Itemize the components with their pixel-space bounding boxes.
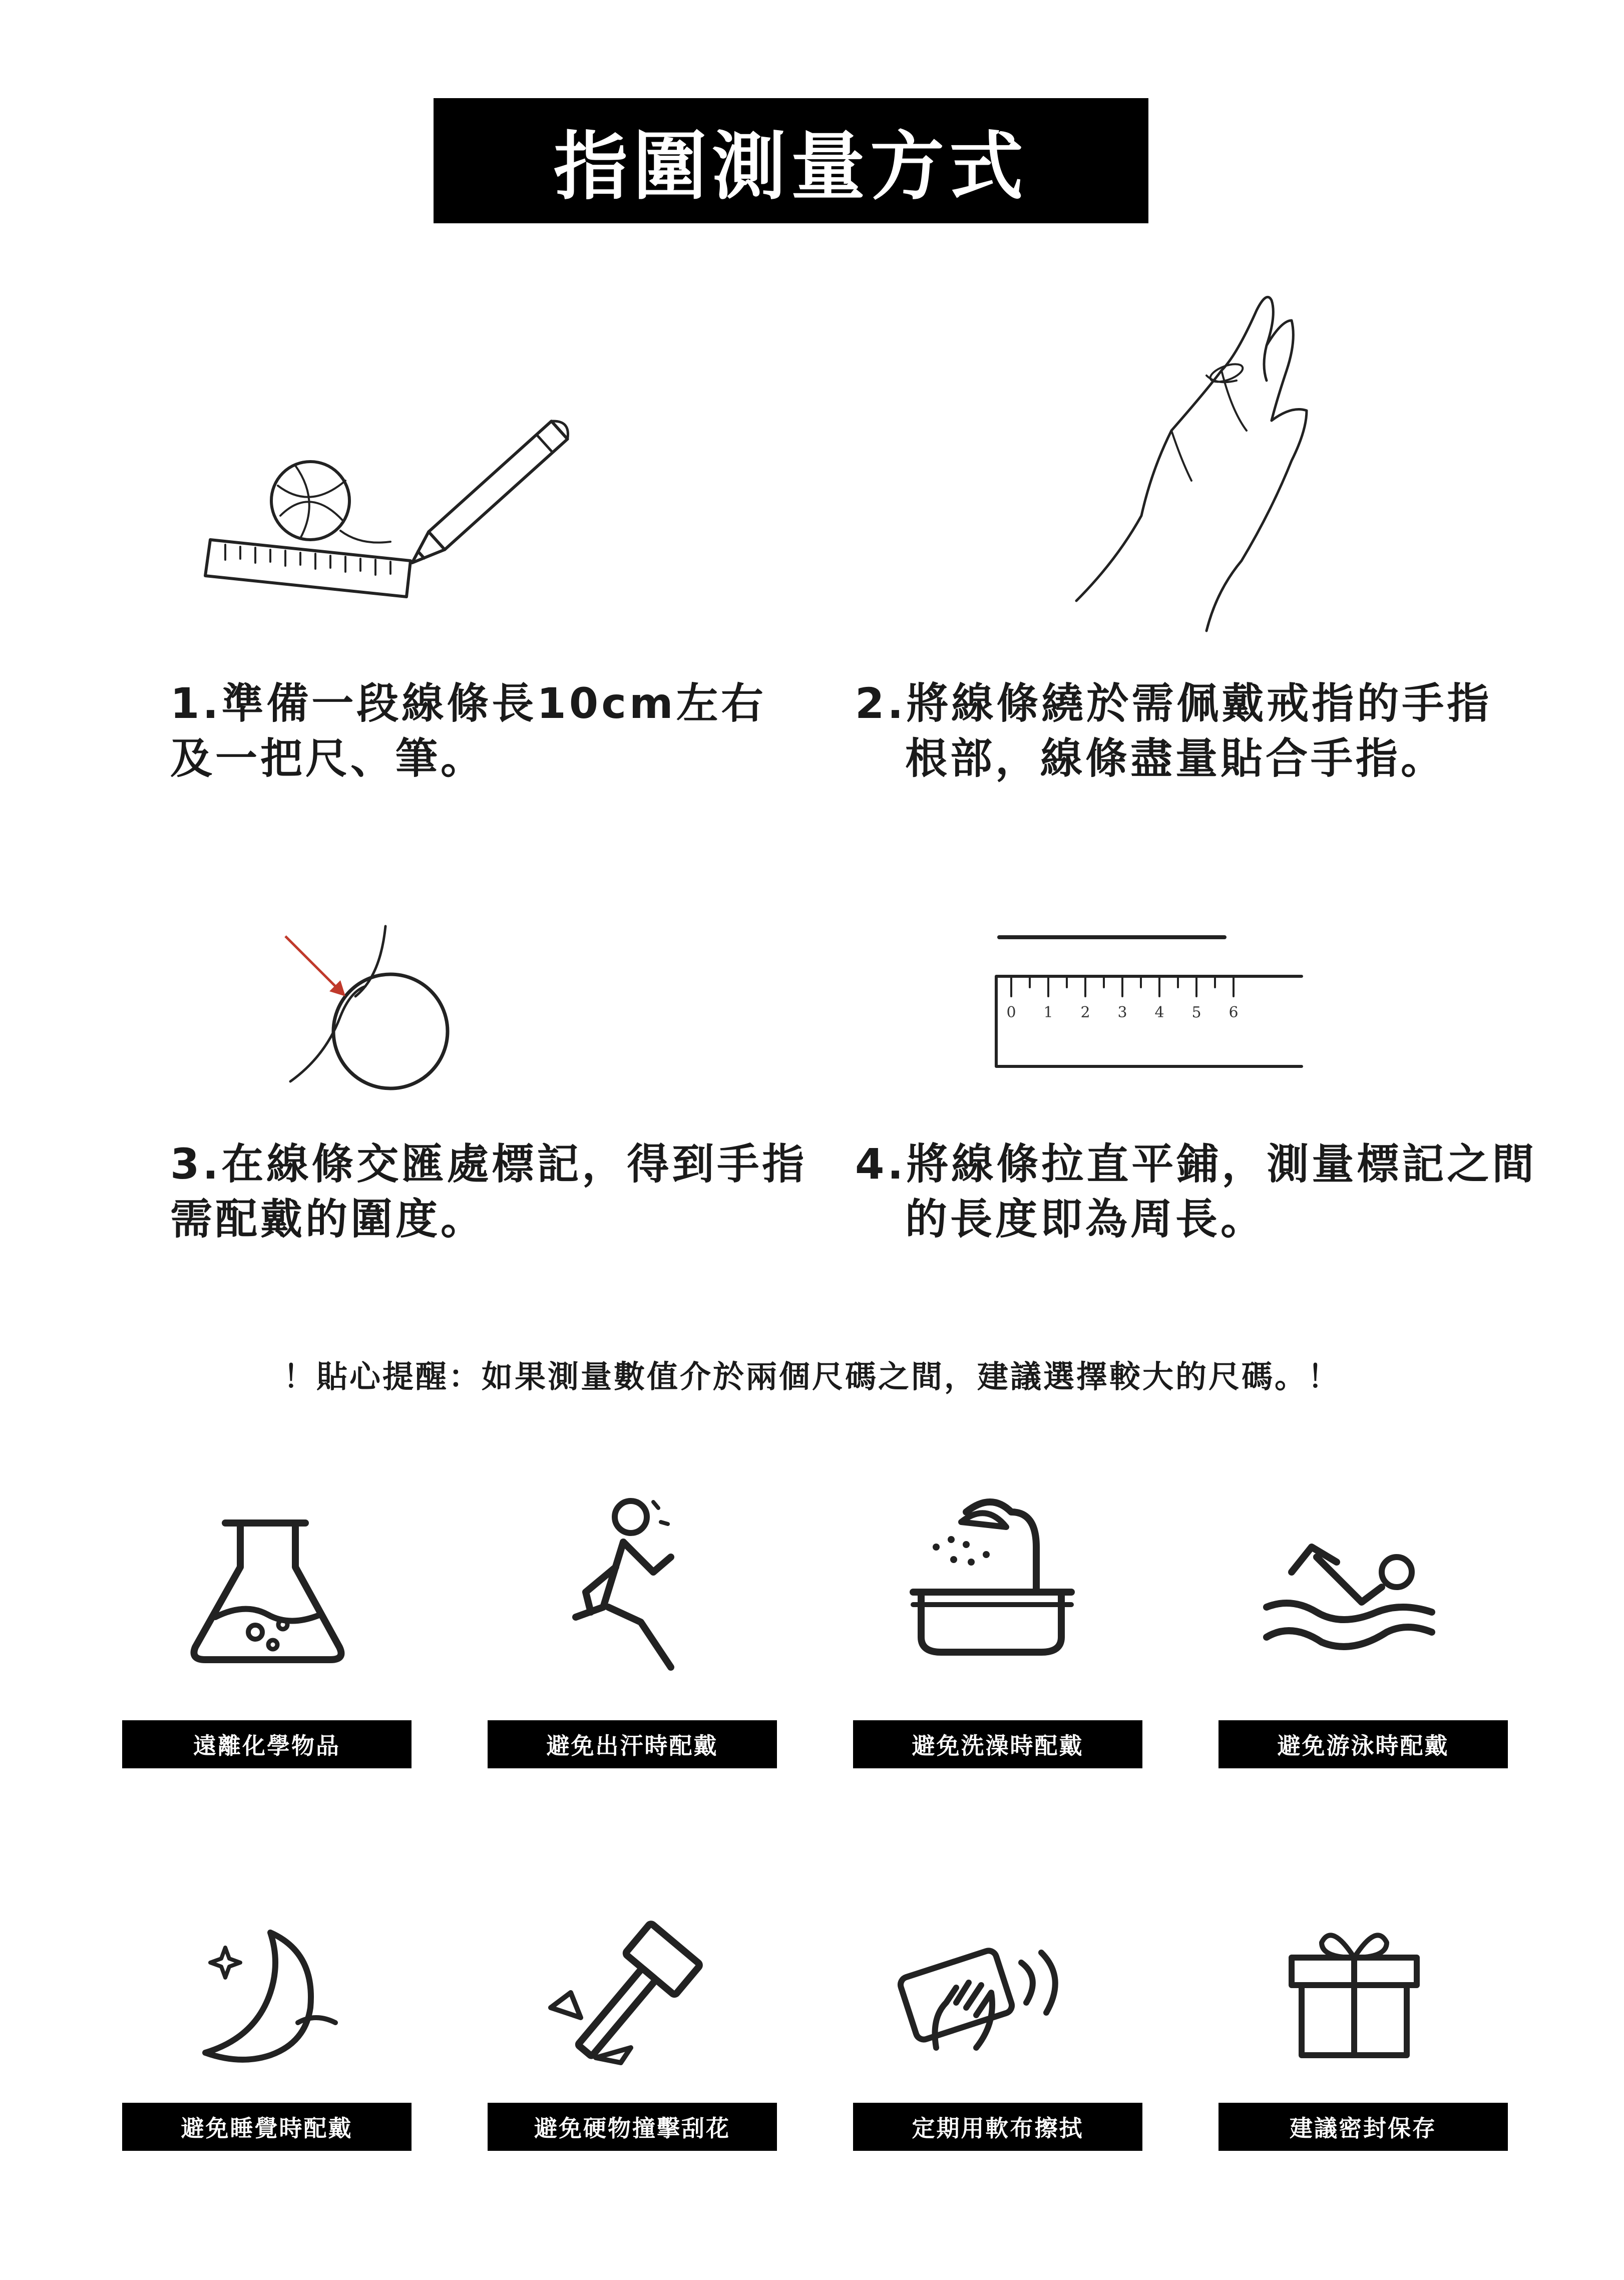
- ruler-tick-label: 5: [1191, 1004, 1201, 1021]
- care-label-1: 遠離化學物品: [122, 1720, 412, 1768]
- care-label-2: 避免出汗時配戴: [488, 1720, 777, 1768]
- step-4-line-1: 4.將線條拉直平鋪，測量標記之間: [855, 1139, 1537, 1189]
- ruler-tick-label: 2: [1080, 1004, 1090, 1021]
- ruler-tick-label: 6: [1229, 1004, 1239, 1021]
- running-person-icon: [566, 1492, 696, 1672]
- care-label-7: 定期用軟布擦拭: [853, 2103, 1142, 2151]
- red-arrow-icon: [285, 936, 340, 991]
- flask-icon: [185, 1517, 350, 1667]
- swimmer-icon: [1262, 1542, 1442, 1662]
- step-4-line-2: 的長度即為周長。: [905, 1195, 1266, 1244]
- care-label-3: 避免洗澡時配戴: [853, 1720, 1142, 1768]
- hammer-icon: [546, 1923, 726, 2073]
- step-3-text: [170, 1136, 807, 1247]
- title-banner: [434, 98, 1148, 223]
- care-label-6: 避免硬物撞擊刮花: [488, 2103, 777, 2151]
- bathtub-shower-icon: [906, 1492, 1076, 1672]
- step-4-text: [855, 1136, 1537, 1247]
- yarn-ruler-pencil-icon: [190, 411, 571, 611]
- step-2-line-2: 根部，線條盡量貼合手指。: [905, 734, 1446, 783]
- step-2-line-1: 2.將線條繞於需佩戴戒指的手指: [855, 679, 1492, 728]
- ruler-tick-label: 0: [1006, 1004, 1016, 1021]
- step-1-line-2: 及一把尺、筆。: [170, 734, 486, 783]
- care-label-5: 避免睡覺時配戴: [122, 2103, 412, 2151]
- wiping-cloth-icon: [896, 1928, 1086, 2078]
- ruler-tick-label: 3: [1117, 1004, 1127, 1021]
- moon-star-icon: [195, 1923, 350, 2073]
- gift-box-icon: [1282, 1913, 1427, 2063]
- step-2-text: [855, 676, 1492, 786]
- step-3-line-1: 3.在線條交匯處標記，得到手指: [170, 1139, 807, 1189]
- ruler-ticks: [1011, 976, 1234, 996]
- size-tip: ！貼心提醒：如果測量數值介於兩個尺碼之間，建議選擇較大的尺碼。！: [283, 1358, 1341, 1395]
- care-label-4: 避免游泳時配戴: [1219, 1720, 1508, 1768]
- ruler-tick-label: 1: [1043, 1004, 1053, 1021]
- page-title: 指圍測量方式: [554, 124, 1028, 210]
- ruler-measure-icon: [981, 921, 1312, 1086]
- step-1-line-1: 1.準備一段線條長10cm左右: [170, 679, 766, 728]
- ruler-tick-label: 4: [1154, 1004, 1164, 1021]
- care-label-8: 建議密封保存: [1219, 2103, 1508, 2151]
- thread-loop-marker-icon: [270, 916, 471, 1106]
- step-3-line-2: 需配戴的圍度。: [170, 1195, 486, 1244]
- hand-icon: [1056, 280, 1337, 641]
- step-1-text: [170, 676, 766, 786]
